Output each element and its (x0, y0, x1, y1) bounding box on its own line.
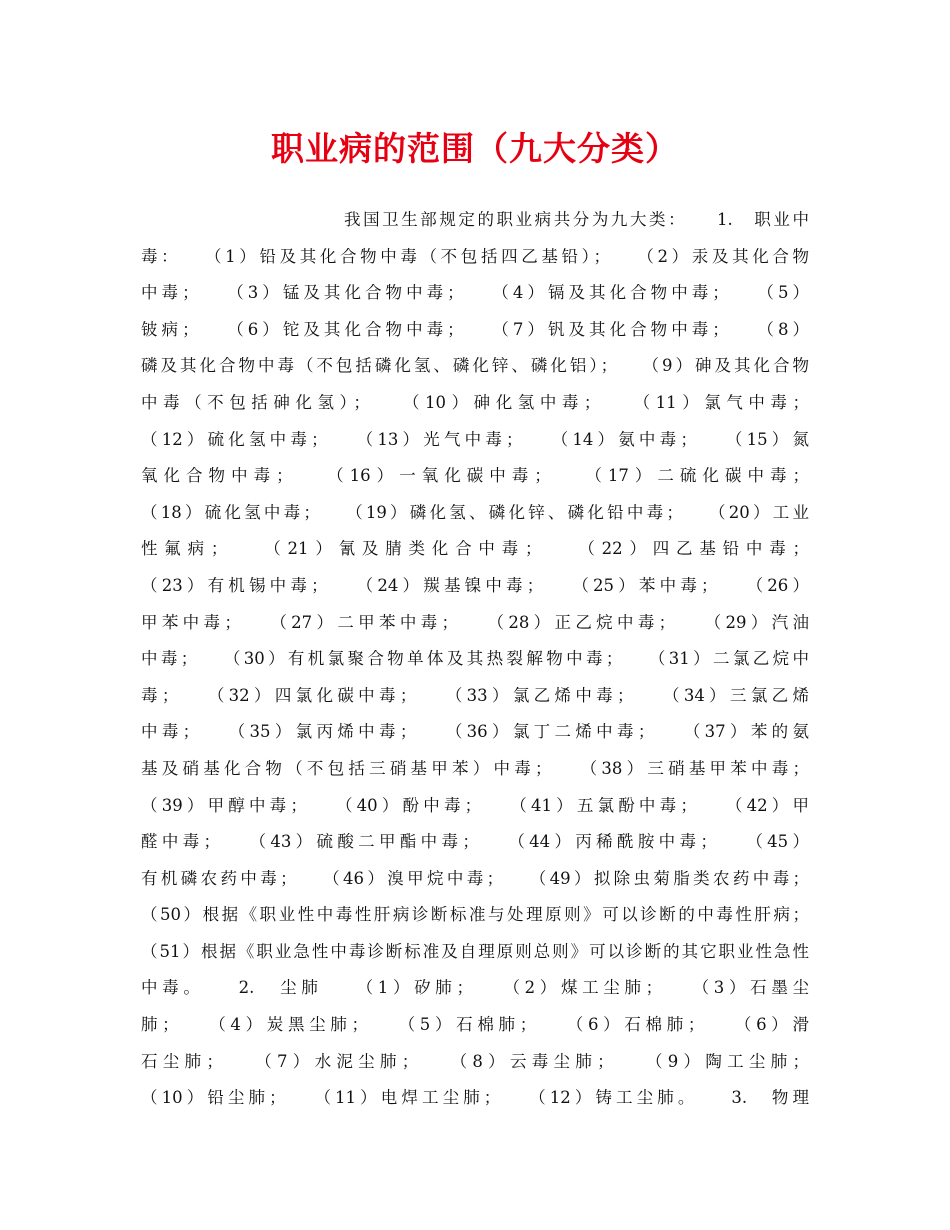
paragraph-line: （12）硫化氢中毒； （13）光气中毒； （14）氨中毒； （15）氮 (141, 429, 809, 449)
paragraph-line: 基及硝基化合物（不包括三硝基甲苯）中毒； （38）三硝基甲苯中毒； (141, 758, 809, 778)
paragraph-line: 性氟病； （21）氰及腈类化合中毒； （22）四乙基铅中毒； (141, 539, 809, 559)
paragraph-line: 有机磷农药中毒； （46）溴甲烷中毒； （49）拟除虫菊脂类农药中毒； (141, 868, 809, 888)
paragraph-line: 甲苯中毒； （27）二甲苯中毒； （28）正乙烷中毒； （29）汽油 (141, 612, 809, 632)
paragraph-line: 中毒； （35）氯丙烯中毒； （36）氯丁二烯中毒； （37）苯的氨 (141, 722, 809, 742)
paragraph-line: 醛中毒； （43）硫酸二甲酯中毒； （44）丙稀酰胺中毒； （45） (141, 832, 809, 852)
paragraph-line: 中毒； （3）锰及其化合物中毒； （4）镉及其化合物中毒； （5） (141, 283, 809, 303)
paragraph-line: （50）根据《职业性中毒性肝病诊断标准与处理原则》可以诊断的中毒性肝病； (141, 905, 809, 925)
paragraph-line: （23）有机锡中毒； （24）羰基镍中毒； （25）苯中毒； （26） (141, 575, 809, 595)
paragraph-line: 毒； （32）四氯化碳中毒； （33）氯乙烯中毒； （34）三氯乙烯 (141, 685, 809, 705)
document-title: 职业病的范围（九大分类） (271, 129, 679, 168)
paragraph-line: 毒： （1）铅及其化合物中毒（不包括四乙基铅）； （2）汞及其化合物 (141, 246, 809, 266)
paragraph-line: 我国卫生部规定的职业病共分为九大类： 1. 职业中 (344, 210, 809, 229)
paragraph-line: 石尘肺； （7）水泥尘肺； （8）云毒尘肺； （9）陶工尘肺； (141, 1051, 809, 1071)
paragraph-line: （39）甲醇中毒； （40）酚中毒； （41）五氯酚中毒； （42）甲 (141, 795, 809, 815)
document-body (141, 202, 809, 1117)
paragraph-line: （10）铅尘肺； （11）电焊工尘肺； （12）铸工尘肺。 3. 物理 (141, 1088, 809, 1108)
paragraph-line: （18）硫化氢中毒； （19）磷化氢、磷化锌、磷化铅中毒； （20）工业 (141, 502, 809, 522)
paragraph-line: 中毒； （30）有机氯聚合物单体及其热裂解物中毒； （31）二氯乙烷中 (141, 649, 809, 669)
paragraph-line: 磷及其化合物中毒（不包括磷化氢、磷化锌、磷化铝）； （9）砷及其化合物 (141, 356, 809, 376)
paragraph-line: 铍病； （6）铊及其化合物中毒； （7）钒及其化合物中毒； （8） (141, 319, 809, 339)
paragraph-line: 氧化合物中毒； （16）一氧化碳中毒； （17）二硫化碳中毒； (141, 466, 809, 486)
paragraph-line: 肺； （4）炭黑尘肺； （5）石棉肺； （6）石棉肺； （6）滑 (141, 1015, 809, 1035)
paragraph-line: （51）根据《职业急性中毒诊断标准及自理原则总则》可以诊断的其它职业性急性 (141, 941, 809, 961)
paragraph-line: 中毒（不包括砷化氢）； （10）砷化氢中毒； （11）氯气中毒； (141, 392, 809, 412)
paragraph-line: 中毒。 2. 尘肺 （1）矽肺； （2）煤工尘肺； （3）石墨尘 (141, 978, 809, 998)
